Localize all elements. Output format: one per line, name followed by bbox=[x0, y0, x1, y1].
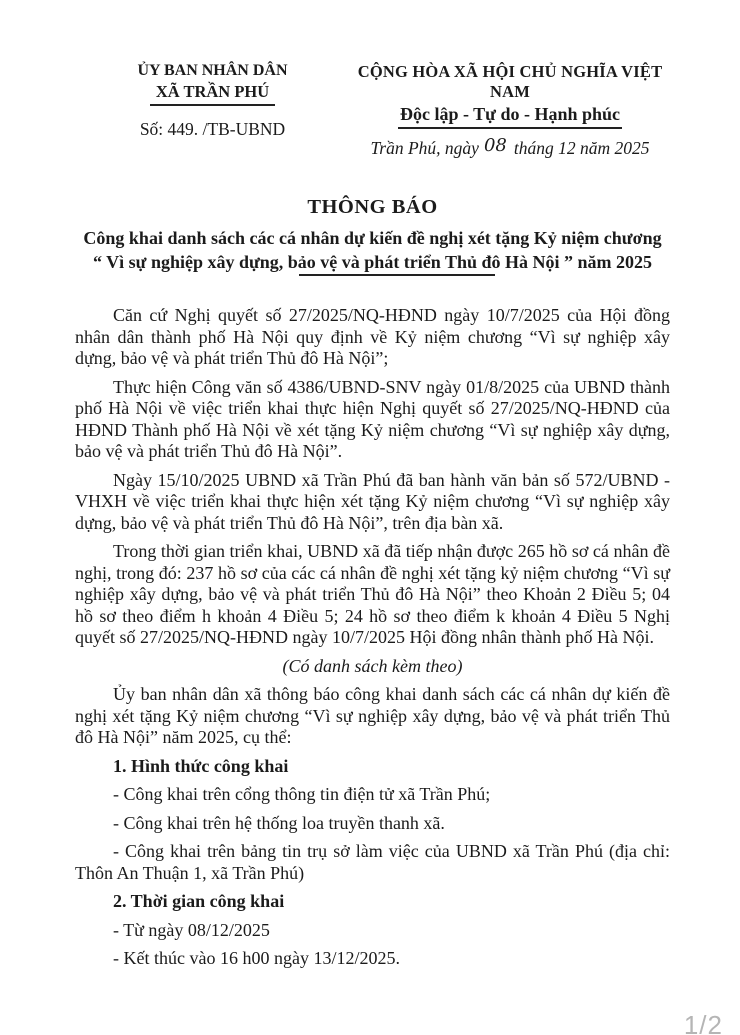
attachment-note: (Có danh sách kèm theo) bbox=[282, 655, 463, 676]
section1-item-portal: - Công khai trên cổng thông tin điện tử xã Trần Phú; bbox=[113, 784, 491, 804]
title-block bbox=[75, 196, 670, 276]
paragraph-implementation: Ngày 15/10/2025 UBND xã Trần Phú đã ban hành văn bản số 572/UBND -VHXH về việc triển khai thực hiện xét tặng Kỷ niệm chương “Vì sự nghiệp xây dựng, bảo vệ và phát triển Thủ đô Hà Nội”, trên địa bàn xã. bbox=[75, 469, 670, 533]
section2-heading: 2. Thời gian công khai bbox=[113, 891, 285, 911]
paragraph-legal-basis-2: Thực hiện Công văn số 4386/UBND-SNV ngày 01/8/2025 của UBND thành phố Hà Nội về việc triển khai thực hiện Nghị quyết số 27/2025/NQ-HĐND của HĐND Thành phố Hà Nội về xét tặng Kỷ niệm chương “Vì sự nghiệp xây dựng, bảo vệ và phát triển Thủ đô Hà Nội”. bbox=[75, 376, 670, 461]
document-subject-line1: Công khai danh sách các cá nhân dự kiến đề nghị xét tặng Kỷ niệm chương bbox=[83, 228, 662, 248]
document-header bbox=[75, 62, 670, 159]
section1-item-loudspeaker: - Công khai trên hệ thống loa truyền thanh xã. bbox=[113, 812, 445, 833]
section1-item-noticeboard: - Công khai trên bảng tin trụ sở làm việc của UBND xã Trần Phú (địa chỉ: Thôn An Thuận 1, xã Trần Phú) bbox=[75, 841, 670, 883]
document-subject-line2: “ Vì sự nghiệp xây dựng, bảo vệ và phát triển Thủ đô Hà Nội ” năm 2025 bbox=[92, 251, 653, 272]
paragraph-dossier-statistics: Trong thời gian triển khai, UBND xã đã tiếp nhận được 265 hồ sơ cá nhân đề nghị, trong đó: 237 hồ sơ của các cá nhân đề nghị xét tặng kỷ niệm chương “Vì sự nghiệp xây dựng, bảo vệ và phát triển Thủ đô Hà Nội” theo Khoản 2 Điều 5; 04 hồ sơ theo điểm h khoản 4 Điều 5; 24 hồ sơ theo điểm k khoản 4 Điều 5 Nghị quyết số 27/2025/NQ-HĐND ngày 10/7/2025 Hội đồng nhân thành phố Hà Nội. bbox=[75, 541, 670, 647]
title-underline-rule bbox=[299, 274, 495, 276]
national-motto: Độc lập - Tự do - Hạnh phúc bbox=[398, 104, 622, 129]
issuing-authority-block bbox=[75, 62, 350, 140]
section2-item-start-date: - Từ ngày 08/12/2025 bbox=[113, 919, 270, 940]
issue-date-day: 08 bbox=[483, 135, 507, 156]
document-content bbox=[75, 62, 670, 977]
national-motto-wrap bbox=[350, 102, 670, 129]
paragraph-announcement: Ủy ban nhân dân xã thông báo công khai danh sách các cá nhân dự kiến đề nghị xét tặng Kỷ niệm chương “Vì sự nghiệp xây dựng, bảo vệ và phát triển Thủ đô Hà Nội” năm 2025, cụ thể: bbox=[75, 684, 670, 747]
section1-heading: 1. Hình thức công khai bbox=[113, 755, 289, 776]
issuing-authority-line1: ỦY BAN NHÂN DÂN bbox=[137, 62, 288, 79]
national-title: CỘNG HÒA XÃ HỘI CHỦ NGHĨA VIỆT NAM bbox=[357, 62, 663, 101]
issue-date-suffix: tháng 12 năm 2025 bbox=[513, 138, 650, 158]
paragraph-legal-basis-1: Căn cứ Nghị quyết số 27/2025/NQ-HĐND ngày 10/7/2025 của Hội đồng nhân dân thành phố Hà Nội quy định về Kỷ niệm chương “Vì sự nghiệp xây dựng, bảo vệ và phát triển Thủ đô Hà Nội”; bbox=[75, 305, 670, 368]
issue-date bbox=[350, 135, 670, 159]
document-body bbox=[75, 305, 670, 970]
document-subject bbox=[75, 227, 670, 276]
document-number: Số: 449. /TB-UBND bbox=[139, 119, 286, 139]
issue-date-prefix: Trần Phú, ngày bbox=[370, 138, 479, 158]
issuing-authority-line2-wrap bbox=[75, 80, 350, 106]
document-type-title: THÔNG BÁO bbox=[307, 196, 438, 218]
section2-item-end-date: - Kết thúc vào 16 h00 ngày 13/12/2025. bbox=[113, 948, 400, 968]
issuing-authority-line2: XÃ TRẦN PHÚ bbox=[150, 81, 275, 106]
page-indicator: 1/2 bbox=[683, 1010, 723, 1035]
national-motto-block bbox=[350, 62, 670, 159]
